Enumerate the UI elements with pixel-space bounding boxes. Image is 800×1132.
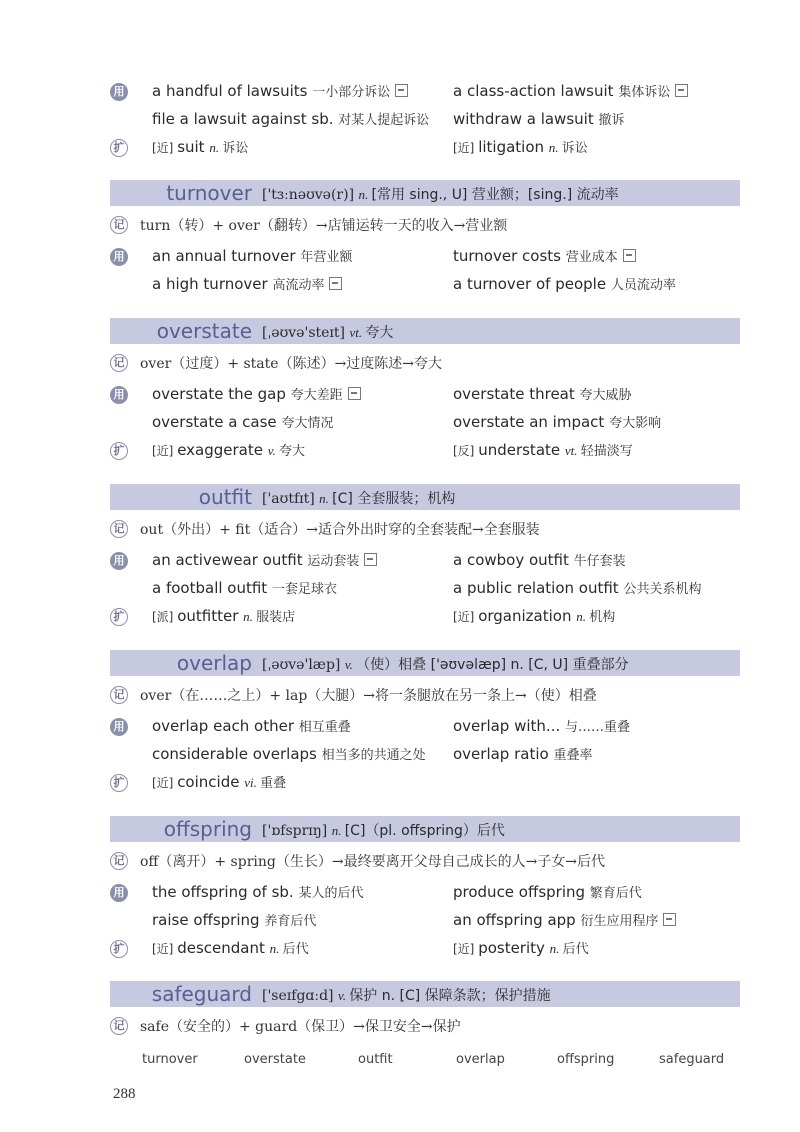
headword: offspring bbox=[163, 817, 252, 841]
usage-row bbox=[110, 109, 770, 135]
collocation bbox=[453, 384, 632, 403]
phrase-cn: 重叠率 bbox=[553, 748, 593, 763]
collocation bbox=[152, 274, 342, 293]
phrase-cn: 夸大差距 bbox=[290, 388, 343, 403]
phonetic: ['tɜːnəʊvə(r)] bbox=[262, 187, 359, 203]
audio-box-icon bbox=[364, 553, 377, 566]
definition bbox=[262, 322, 393, 342]
phrase-en: considerable overlaps bbox=[152, 745, 322, 763]
usage-row bbox=[110, 246, 770, 272]
part-of-speech: vi. bbox=[244, 775, 261, 790]
phrase-en: overstate a case bbox=[152, 413, 282, 431]
phrase-cn: 高流动率 bbox=[272, 278, 325, 293]
related-cn: 诉讼 bbox=[561, 141, 588, 156]
memory-note: over（在……之上）+ lap（大腿）→将一条腿放在另一条上→（使）相叠 bbox=[140, 688, 597, 704]
usage-row bbox=[110, 274, 770, 300]
kuo-icon: 扩 bbox=[110, 940, 128, 958]
related-en: suit bbox=[177, 138, 210, 156]
entry-header-overlap bbox=[110, 650, 740, 676]
entry-header-outfit bbox=[110, 484, 740, 510]
definition bbox=[262, 488, 455, 508]
footer-word: overlap bbox=[456, 1052, 505, 1067]
entry-header-overstate bbox=[110, 318, 740, 344]
phrase-cn: 一小部分诉讼 bbox=[312, 85, 391, 100]
collocation bbox=[453, 109, 624, 128]
collocation bbox=[152, 578, 337, 597]
related-cn: 夸大 bbox=[279, 444, 306, 459]
phrase-cn: 相当多的共通之处 bbox=[321, 748, 426, 763]
phonetic: ['ɒfsprɪŋ] bbox=[262, 823, 332, 839]
collocation bbox=[152, 81, 408, 100]
collocation bbox=[453, 744, 592, 763]
phrase-cn: 夸大影响 bbox=[609, 416, 662, 431]
related-cn: 服装店 bbox=[256, 610, 296, 625]
memory-note: over（过度）+ state（陈述）→过度陈述→夸大 bbox=[140, 356, 443, 372]
audio-box-icon bbox=[663, 913, 676, 926]
extension-row bbox=[110, 137, 770, 163]
memory-note: off（离开）+ spring（生长）→最终要离开父母自己成长的人→子女→后代 bbox=[140, 854, 606, 870]
usage-row bbox=[110, 910, 770, 936]
usage-row bbox=[110, 882, 770, 908]
phrase-cn: 某人的后代 bbox=[298, 886, 364, 901]
part-of-speech: n. bbox=[243, 609, 257, 624]
definition bbox=[262, 184, 619, 204]
headword: safeguard bbox=[151, 982, 252, 1006]
collocation bbox=[453, 274, 676, 293]
part-of-speech: n. bbox=[576, 609, 590, 624]
phrase-en: a class-action lawsuit bbox=[453, 82, 619, 100]
yong-icon: 用 bbox=[110, 552, 128, 570]
ji-icon: 记 bbox=[110, 852, 128, 870]
memory-note: out（外出）+ fit（适合）→适合外出时穿的全套装配→全套服装 bbox=[140, 522, 540, 538]
relation-tag: [近] bbox=[152, 141, 178, 155]
phrase-en: a public relation outfit bbox=[453, 579, 624, 597]
footer-word: safeguard bbox=[659, 1052, 725, 1067]
collocation bbox=[152, 109, 429, 128]
phrase-en: file a lawsuit against sb. bbox=[152, 110, 339, 128]
kuo-icon: 扩 bbox=[110, 774, 128, 792]
audio-box-icon bbox=[395, 84, 408, 97]
phrase-en: a high turnover bbox=[152, 275, 273, 293]
usage-row bbox=[110, 550, 770, 576]
footer-word: turnover bbox=[142, 1052, 198, 1067]
phrase-en: overlap with... bbox=[453, 717, 565, 735]
related-word bbox=[453, 440, 633, 459]
memory-note-row bbox=[110, 518, 770, 544]
phrase-cn: 牛仔套装 bbox=[573, 554, 626, 569]
phrase-cn: 衍生应用程序 bbox=[580, 914, 659, 929]
definition bbox=[262, 654, 629, 674]
kuo-icon: 扩 bbox=[110, 139, 128, 157]
phrase-cn: 对某人提起诉讼 bbox=[338, 113, 430, 128]
phrase-cn: 相互重叠 bbox=[298, 720, 351, 735]
phrase-cn: 繁育后代 bbox=[589, 886, 642, 901]
related-cn: 诉讼 bbox=[222, 141, 249, 156]
page-number: 288 bbox=[113, 1086, 136, 1102]
audio-box-icon bbox=[348, 387, 361, 400]
footer-word-list bbox=[0, 1052, 800, 1072]
phrase-cn: 夸大情况 bbox=[281, 416, 334, 431]
collocation bbox=[152, 384, 361, 403]
entry-header-safeguard bbox=[110, 981, 740, 1007]
part-of-speech: vt. bbox=[564, 443, 581, 458]
collocation bbox=[453, 882, 642, 901]
related-cn: 轻描淡写 bbox=[580, 444, 633, 459]
related-cn: 重叠 bbox=[260, 776, 287, 791]
related-en: exaggerate bbox=[177, 441, 268, 459]
relation-tag: [近] bbox=[152, 942, 178, 956]
part-of-speech: n. bbox=[549, 941, 563, 956]
phrase-cn: 与……重叠 bbox=[565, 720, 631, 735]
phrase-cn: 养育后代 bbox=[264, 914, 317, 929]
collocation bbox=[453, 578, 701, 597]
kuo-icon: 扩 bbox=[110, 442, 128, 460]
part-of-speech: n. bbox=[548, 140, 562, 155]
related-en: litigation bbox=[478, 138, 549, 156]
yong-icon: 用 bbox=[110, 83, 128, 101]
related-cn: 机构 bbox=[589, 610, 616, 625]
yong-icon: 用 bbox=[110, 718, 128, 736]
headword: overlap bbox=[176, 651, 252, 675]
phrase-cn: 运动套装 bbox=[307, 554, 360, 569]
definition-text: 夸大 bbox=[365, 325, 394, 341]
phrase-en: a football outfit bbox=[152, 579, 272, 597]
extension-row bbox=[110, 606, 770, 632]
phrase-cn: 营业成本 bbox=[565, 250, 618, 265]
related-en: coincide bbox=[177, 773, 245, 791]
collocation bbox=[152, 246, 352, 265]
footer-word: overstate bbox=[244, 1052, 306, 1067]
relation-tag: [反] bbox=[453, 444, 479, 458]
phrase-en: produce offspring bbox=[453, 883, 590, 901]
relation-tag: [派] bbox=[152, 610, 178, 624]
memory-note-row bbox=[110, 1015, 770, 1041]
extension-row bbox=[110, 772, 770, 798]
usage-row bbox=[110, 744, 770, 770]
related-word bbox=[152, 772, 286, 791]
ji-icon: 记 bbox=[110, 1017, 128, 1035]
definition bbox=[262, 985, 551, 1005]
relation-tag: [近] bbox=[453, 141, 479, 155]
related-word bbox=[453, 938, 589, 957]
phonetic: [ˌəʊvə'læp] bbox=[262, 657, 345, 673]
related-cn: 后代 bbox=[562, 942, 589, 957]
related-word bbox=[152, 137, 248, 156]
related-word bbox=[453, 137, 588, 156]
collocation bbox=[152, 882, 363, 901]
phrase-en: overstate an impact bbox=[453, 413, 610, 431]
phrase-cn: 人员流动率 bbox=[610, 278, 676, 293]
memory-note-row bbox=[110, 214, 770, 240]
collocation bbox=[453, 910, 676, 929]
related-en: posterity bbox=[478, 939, 550, 957]
yong-icon: 用 bbox=[110, 248, 128, 266]
part-of-speech: vt. bbox=[349, 325, 366, 340]
collocation bbox=[453, 412, 661, 431]
phrase-en: overstate threat bbox=[453, 385, 580, 403]
definition-text: （使）相叠 ['əʊvəlæp] n. [C, U] 重叠部分 bbox=[356, 657, 629, 673]
related-en: outfitter bbox=[177, 607, 244, 625]
relation-tag: [近] bbox=[453, 942, 479, 956]
part-of-speech: v. bbox=[267, 443, 280, 458]
definition bbox=[262, 820, 505, 840]
related-word bbox=[152, 938, 309, 957]
part-of-speech: v. bbox=[344, 657, 357, 672]
related-en: understate bbox=[478, 441, 565, 459]
extension-row bbox=[110, 938, 770, 964]
definition-text: [常用 sing., U] 营业额；[sing.] 流动率 bbox=[371, 187, 619, 203]
phonetic: ['aʊtfɪt] bbox=[262, 491, 320, 507]
yong-icon: 用 bbox=[110, 386, 128, 404]
ji-icon: 记 bbox=[110, 686, 128, 704]
extension-row bbox=[110, 440, 770, 466]
phrase-en: a cowboy outfit bbox=[453, 551, 574, 569]
collocation bbox=[152, 716, 351, 735]
entry-header-turnover bbox=[110, 180, 740, 206]
ji-icon: 记 bbox=[110, 216, 128, 234]
collocation bbox=[453, 246, 636, 265]
entry-header-offspring bbox=[110, 816, 740, 842]
phrase-cn: 一套足球衣 bbox=[271, 582, 337, 597]
phrase-en: the offspring of sb. bbox=[152, 883, 299, 901]
memory-note-row bbox=[110, 850, 770, 876]
related-cn: 后代 bbox=[282, 942, 309, 957]
memory-note: safe（安全的）+ guard（保卫）→保卫安全→保护 bbox=[140, 1019, 461, 1035]
usage-row bbox=[110, 384, 770, 410]
phrase-cn: 撤诉 bbox=[598, 113, 625, 128]
phrase-en: overstate the gap bbox=[152, 385, 291, 403]
phonetic: [ˌəʊvə'steɪt] bbox=[262, 325, 350, 341]
part-of-speech: n. bbox=[209, 140, 223, 155]
part-of-speech: n. bbox=[331, 823, 345, 838]
usage-row bbox=[110, 81, 770, 107]
part-of-speech: v. bbox=[337, 988, 350, 1003]
phrase-en: raise offspring bbox=[152, 911, 265, 929]
phrase-en: overlap each other bbox=[152, 717, 299, 735]
collocation bbox=[453, 81, 688, 100]
ji-icon: 记 bbox=[110, 354, 128, 372]
collocation bbox=[152, 412, 333, 431]
related-word bbox=[152, 606, 295, 625]
usage-row bbox=[110, 578, 770, 604]
audio-box-icon bbox=[675, 84, 688, 97]
relation-tag: [近] bbox=[152, 776, 178, 790]
related-en: descendant bbox=[177, 939, 270, 957]
kuo-icon: 扩 bbox=[110, 608, 128, 626]
part-of-speech: n. bbox=[269, 941, 283, 956]
collocation bbox=[152, 550, 377, 569]
phrase-cn: 集体诉讼 bbox=[618, 85, 671, 100]
collocation bbox=[152, 910, 316, 929]
usage-row bbox=[110, 412, 770, 438]
memory-note: turn（转）+ over（翻转）→店铺运转一天的收入→营业额 bbox=[140, 218, 508, 234]
collocation bbox=[453, 550, 626, 569]
memory-note-row bbox=[110, 684, 770, 710]
footer-word: offspring bbox=[557, 1052, 615, 1067]
phrase-en: a turnover of people bbox=[453, 275, 611, 293]
phrase-en: an offspring app bbox=[453, 911, 581, 929]
headword: outfit bbox=[198, 485, 252, 509]
related-en: organization bbox=[478, 607, 577, 625]
headword: overstate bbox=[156, 319, 252, 343]
phonetic: ['seɪfgɑːd] bbox=[262, 988, 338, 1004]
ji-icon: 记 bbox=[110, 520, 128, 538]
collocation bbox=[453, 716, 630, 735]
phrase-en: withdraw a lawsuit bbox=[453, 110, 599, 128]
phrase-en: an activewear outfit bbox=[152, 551, 308, 569]
definition-text: [C]（pl. offspring）后代 bbox=[344, 823, 505, 839]
audio-box-icon bbox=[329, 277, 342, 290]
part-of-speech: n. bbox=[358, 187, 372, 202]
phrase-en: overlap ratio bbox=[453, 745, 554, 763]
collocation bbox=[152, 744, 426, 763]
related-word bbox=[152, 440, 305, 459]
phrase-cn: 年营业额 bbox=[300, 250, 353, 265]
usage-row bbox=[110, 716, 770, 742]
memory-note-row bbox=[110, 352, 770, 378]
part-of-speech: n. bbox=[319, 491, 333, 506]
phrase-cn: 公共关系机构 bbox=[623, 582, 702, 597]
definition-text: [C] 全套服装；机构 bbox=[332, 491, 456, 507]
definition-text: 保护 n. [C] 保障条款；保护措施 bbox=[349, 988, 551, 1004]
yong-icon: 用 bbox=[110, 884, 128, 902]
relation-tag: [近] bbox=[152, 444, 178, 458]
phrase-en: a handful of lawsuits bbox=[152, 82, 313, 100]
relation-tag: [近] bbox=[453, 610, 479, 624]
related-word bbox=[453, 606, 615, 625]
headword: turnover bbox=[166, 181, 252, 205]
phrase-en: turnover costs bbox=[453, 247, 566, 265]
footer-word: outfit bbox=[358, 1052, 393, 1067]
audio-box-icon bbox=[623, 249, 636, 262]
phrase-en: an annual turnover bbox=[152, 247, 301, 265]
phrase-cn: 夸大威胁 bbox=[579, 388, 632, 403]
